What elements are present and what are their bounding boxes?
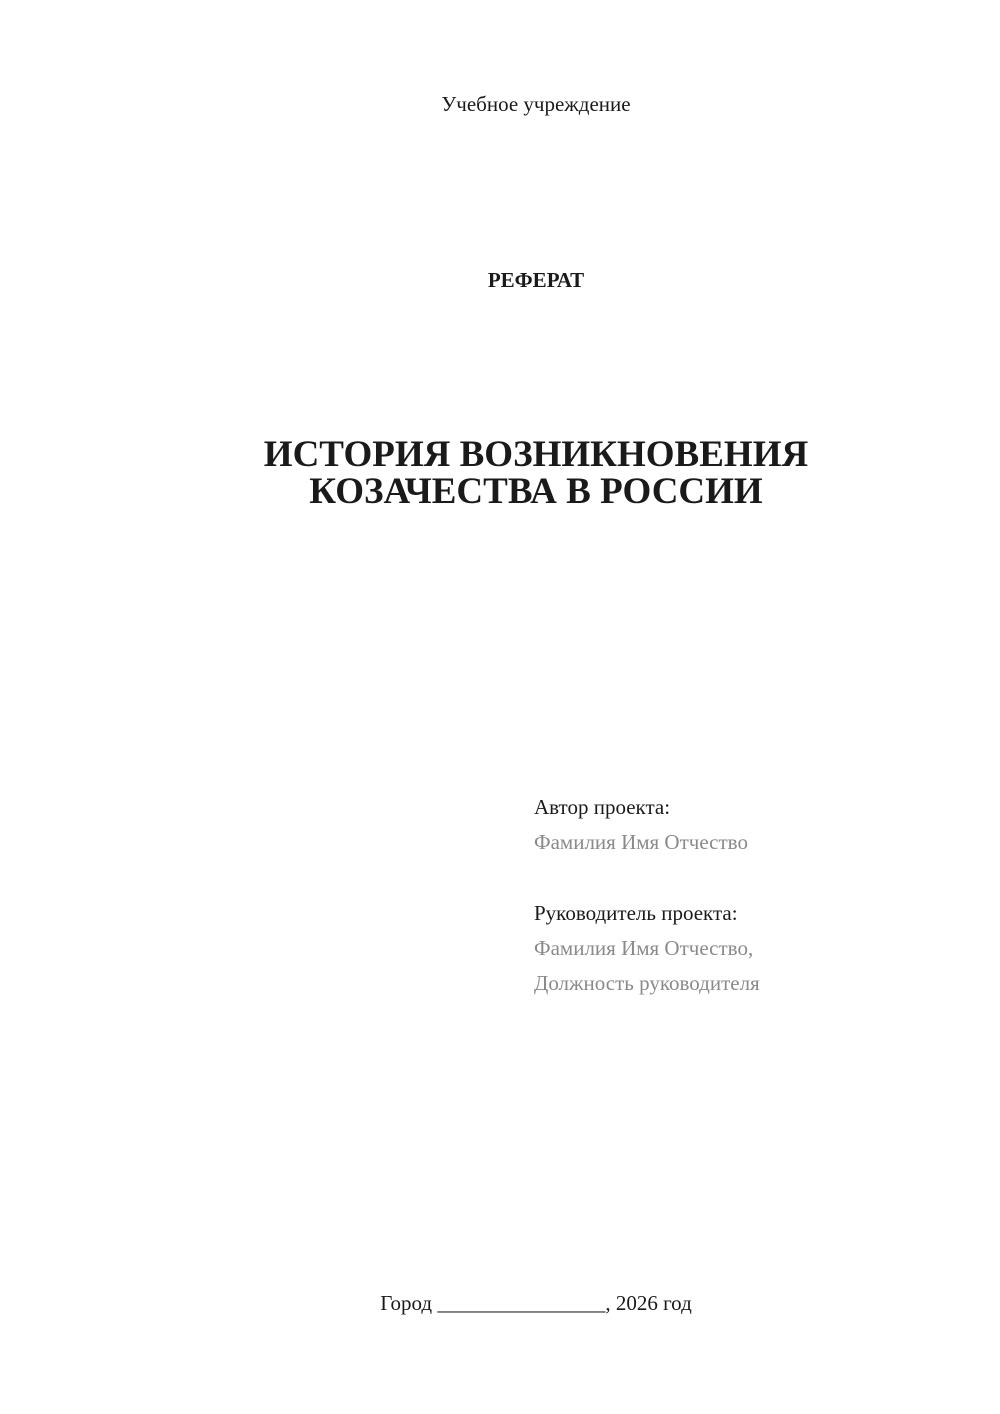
supervisor-name: Фамилия Имя Отчество, [534,936,754,960]
document-title [0,436,1000,510]
institution-name: Учебное учреждение [441,92,631,116]
author-name: Фамилия Имя Отчество [534,830,748,854]
supervisor-label: Руководитель проекта: [534,901,738,925]
title-line-1: ИСТОРИЯ ВОЗНИКНОВЕНИЯ [263,434,809,475]
author-label: Автор проекта: [534,795,671,819]
title-line-2: КОЗАЧЕСТВА В РОССИИ [309,471,763,512]
document-type: РЕФЕРАТ [487,268,585,292]
city-year-line: Город ________________, 2026 год [380,1291,692,1315]
project-info [534,790,760,1001]
supervisor-position: Должность руководителя [534,971,760,995]
